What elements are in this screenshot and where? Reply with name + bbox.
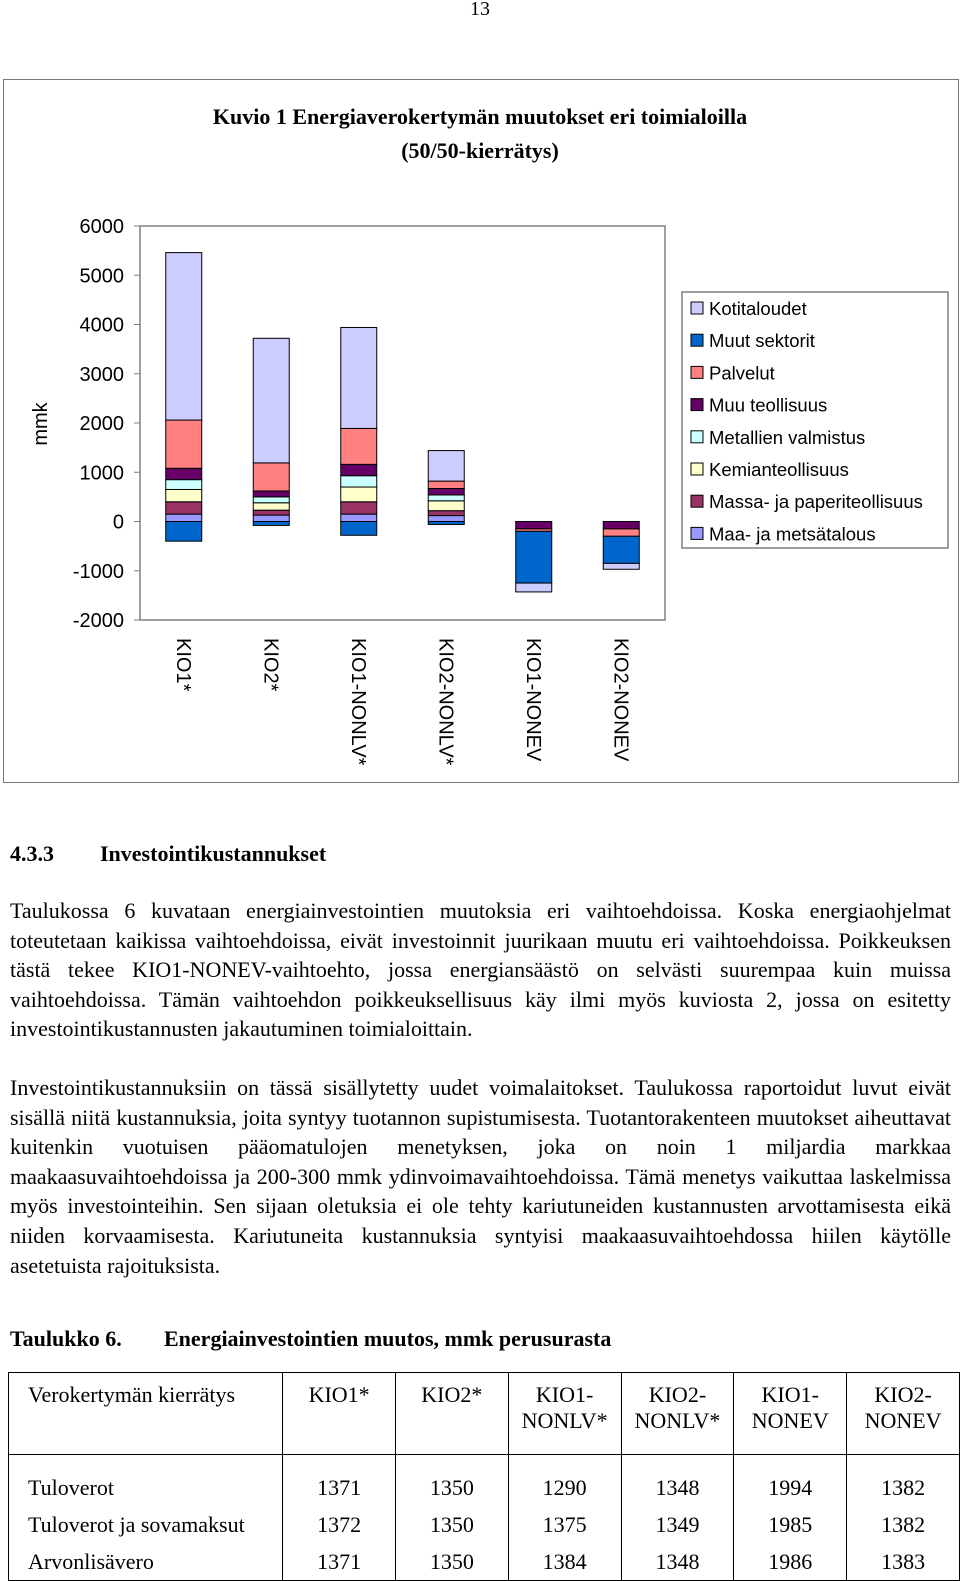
table-cell: 1348 [621, 1543, 734, 1581]
table-header-label: Verokertymän kierrätys [9, 1373, 283, 1455]
bar-segment [341, 327, 377, 428]
table-cell: 1994 [734, 1455, 847, 1507]
table-cell: 1371 [283, 1455, 396, 1507]
y-tick-label: 5000 [79, 265, 124, 288]
bar-segment [428, 481, 464, 488]
legend-swatch [691, 495, 703, 507]
bar-segment [166, 514, 202, 521]
legend-swatch [691, 431, 703, 443]
legend-swatch [691, 366, 703, 378]
legend-swatch [691, 527, 703, 539]
table-cell: 1384 [508, 1543, 621, 1581]
table-row-label: Arvonlisävero [9, 1543, 283, 1581]
x-tick-label: KIO2* [259, 638, 282, 692]
table-header-cell [847, 1373, 960, 1455]
bar-segment [603, 536, 639, 563]
table-cell: 1290 [508, 1455, 621, 1507]
table-header-line: KIO2- [874, 1382, 932, 1407]
table-cell: 1348 [621, 1455, 734, 1507]
table-cell: 1350 [395, 1543, 508, 1581]
bar-segment [253, 503, 289, 510]
table-row [9, 1543, 960, 1581]
bar-segment [341, 502, 377, 514]
bar-segment [341, 522, 377, 536]
table-row [9, 1455, 960, 1507]
table-cell: 1986 [734, 1543, 847, 1581]
y-tick-label: 1000 [79, 462, 124, 485]
y-tick-label: 4000 [79, 314, 124, 337]
table-header-line: NONLV* [634, 1408, 721, 1433]
bar-segment [603, 563, 639, 569]
legend-label: Kotitaloudet [709, 298, 807, 319]
table-header-line: NONEV [864, 1408, 942, 1433]
y-tick-label: 6000 [79, 216, 124, 238]
legend-label: Muu teollisuus [709, 394, 828, 416]
bar-segment [253, 463, 289, 491]
table-cell: 1383 [847, 1543, 960, 1581]
bar-segment [516, 583, 552, 592]
table-header-line: KIO1- [761, 1382, 819, 1407]
table-header-line: KIO1- [535, 1382, 594, 1407]
paragraph-2: Investointikustannuksiin on tässä sisällytetty uudet voimalaitokset. Taulukossa raportoidut luvut eivät sisällä niitä kustannuksia, joita syntyy tuotannon supistumisesta. Tuotantorakenteen muutokset aiheuttavat kuitenkin vuotuisen pääomatulojen menetyksen, joka on noin 1 miljardia markkaa maakaasuvaihtoehdoissa ja 200-300 mmk ydinvoimavaihtoehdoissa. Tämä menetys vaikuttaa laskelmissa myös investointeihin. Sen sijaan oletuksia ei ole tehty kariutuneiden kustannusten arvottamisesta eikä niiden korvaamisesta. Kariutuneita kustannuksia syntyisi maakaasuvaihtoehdossa hiilen käytölle asetetuista rajoituksista. [10, 1075, 951, 1278]
bar-segment [341, 487, 377, 502]
table-header-cell [621, 1373, 734, 1455]
bar-segment [253, 497, 289, 503]
table-cell: 1375 [508, 1506, 621, 1543]
bar-segment [166, 522, 202, 542]
bar-segment [341, 476, 377, 487]
bar-segment [428, 522, 464, 525]
bar-segment [603, 522, 639, 529]
bar-segment [516, 522, 552, 529]
table-cell: 1349 [621, 1506, 734, 1543]
bar-segment [253, 515, 289, 521]
bar-segment [428, 489, 464, 495]
table-row-label: Tuloverot [9, 1455, 283, 1507]
x-tick-label: KIO2-NONLV* [434, 638, 457, 766]
stacked-bar-chart [0, 0, 960, 790]
table-header-row [9, 1373, 960, 1455]
paragraph-1: Taulukossa 6 kuvataan energiainvestointien muutoksia eri vaihtoehdoissa. Koska energiaohjelmat toteutetaan kaikissa vaihtoehdoissa, eivät investoinnit juurikaan muutu eri vaihtoehdoissa. Poikkeuksen tästä tekee KIO1-NONEV-vaihtoehto, jossa energiansäästö on selvästi suurempaa kuin muissa vaihtoehdoissa. Tämän vaihtoehdon poikkeuksellisuus käy ilmi myös kuviosta 2, jossa on esitetty investointikustannusten jakautuminen toimialoittain. [10, 898, 951, 1042]
bar-segment [166, 502, 202, 514]
x-tick-label: KIO2-NONEV [609, 638, 632, 762]
table-cell: 1372 [283, 1506, 396, 1543]
table-header-line: KIO2- [648, 1382, 707, 1407]
legend-swatch [691, 302, 703, 314]
table-cell: 1382 [847, 1506, 960, 1543]
table-cell: 1350 [395, 1506, 508, 1543]
section-number: 4.3.3 [10, 841, 54, 866]
table-header-cell: KIO1* [283, 1373, 396, 1455]
bar-segment [428, 511, 464, 516]
bar-segment [428, 495, 464, 501]
legend-label: Maa- ja metsätalous [709, 523, 876, 545]
table-header-line: NONLV* [521, 1408, 608, 1433]
legend-swatch [691, 463, 703, 475]
y-tick-label: 0 [112, 511, 124, 534]
bar-segment [253, 522, 289, 526]
page-number: 13 [470, 0, 490, 20]
legend-label: Massa- ja paperiteollisuus [709, 491, 923, 513]
table-caption-title: Energiainvestointien muutos, mmk perusurasta [164, 1326, 612, 1351]
table-header-line: NONEV [751, 1408, 829, 1433]
bar-segment [166, 253, 202, 420]
y-tick-label: -2000 [72, 610, 124, 632]
figure-title-line-2: (50/50-kierrätys) [401, 138, 559, 163]
legend-swatch [691, 399, 703, 411]
bar-segment [166, 480, 202, 490]
bar-segment [428, 451, 464, 482]
bar-segment [603, 529, 639, 536]
table-caption-label: Taulukko 6. [10, 1326, 122, 1351]
bar-segment [341, 514, 377, 521]
legend-label: Metallien valmistus [709, 426, 866, 448]
bar-segment [428, 501, 464, 511]
table-header-cell [508, 1373, 621, 1455]
y-axis-label: mmk [30, 402, 52, 446]
bar-segment [166, 420, 202, 468]
y-tick-label: 3000 [79, 363, 124, 386]
table-cell: 1985 [734, 1506, 847, 1543]
bar-segment [428, 516, 464, 522]
bar-segment [166, 468, 202, 479]
table-cell: 1382 [847, 1455, 960, 1507]
table-row-label: Tuloverot ja sovamaksut [9, 1506, 283, 1543]
x-tick-label: KIO1-NONEV [521, 638, 544, 762]
section-title: Investointikustannukset [100, 841, 327, 866]
legend-label: Kemianteollisuus [709, 459, 849, 480]
plot-area [140, 226, 665, 620]
bar-segment [166, 489, 202, 501]
table-cell: 1371 [283, 1543, 396, 1581]
legend-label: Muut sektorit [709, 330, 815, 352]
bar-segment [253, 338, 289, 463]
y-tick-label: -1000 [72, 560, 124, 583]
section-heading [10, 841, 326, 867]
figure-title-line-1: Kuvio 1 Energiaverokertymän muutokset eri toimialoilla [212, 104, 748, 129]
x-tick-label: KIO1-NONLV* [346, 638, 369, 766]
legend-swatch [691, 334, 703, 346]
y-tick-label: 2000 [79, 413, 124, 435]
x-tick-label: KIO1* [171, 638, 194, 692]
bar-segment [253, 491, 289, 497]
investment-table [8, 1372, 960, 1581]
table-caption [10, 1326, 611, 1352]
table-header-cell [734, 1373, 847, 1455]
table-row [9, 1506, 960, 1543]
bar-segment [516, 531, 552, 583]
table-header-cell: KIO2* [395, 1373, 508, 1455]
bar-segment [341, 428, 377, 464]
bar-segment [253, 510, 289, 515]
table-cell: 1350 [395, 1455, 508, 1507]
bar-segment [341, 464, 377, 475]
legend-label: Palvelut [709, 362, 775, 384]
